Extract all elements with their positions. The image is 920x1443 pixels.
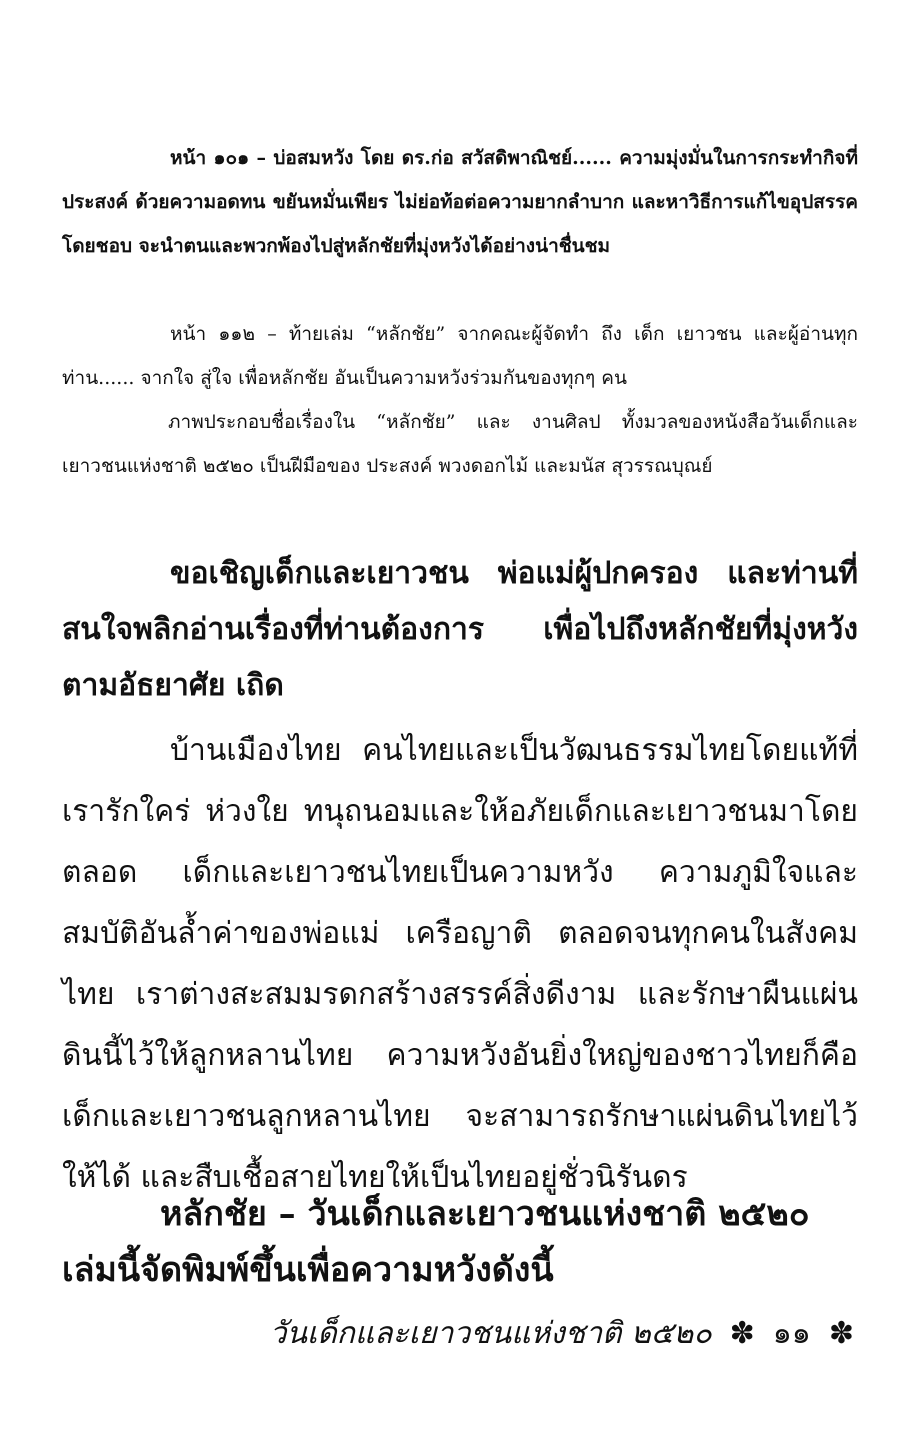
- flower-ornament-icon: ✽: [729, 1315, 755, 1351]
- flower-ornament-icon: ✽: [828, 1315, 854, 1351]
- footer-title: วันเด็กและเยาวชนแห่งชาติ ๒๕๒๐: [269, 1316, 712, 1351]
- closing-heading: [62, 1186, 858, 1298]
- page-footer: [270, 1310, 854, 1357]
- paragraph-page-101: หน้า ๑๐๑ – บ่อสมหวัง โดย ดร.ก่อ สวัสดิพาณิชย์...... ความมุ่งมั่นในการกระทำกิจที่ประสงค์ ด้วยความอดทน ขยันหมั่นเพียร ไม่ย่อท้อต่อความยากลำบาก และหาวิธีการแก้ไขอุปสรรคโดยชอบ จะนำตนและพวกพ้องไปสู่หลักชัยที่มุ่งหวังได้อย่างน่าชื่นชม: [62, 147, 858, 257]
- closing-line-1: หลักชัย – วันเด็กและเยาวชนแห่งชาติ ๒๕๒๐: [160, 1194, 810, 1234]
- page-number: ๑๑: [772, 1316, 811, 1351]
- paragraph-page-112: หน้า ๑๑๒ – ท้ายเล่ม “หลักชัย” จากคณะผู้จัดทำ ถึง เด็ก เยาวชน และผู้อ่านทุกท่าน...... จากใจ สู่ใจ เพื่อหลักชัย อันเป็นความหวังร่วมกันของทุกๆ คน: [62, 323, 858, 389]
- paragraph-illustration-credits: ภาพประกอบชื่อเรื่องใน “หลักชัย” และ งานศิลป ทั้งมวลของหนังสือวันเด็กและเยาวชนแห่งชาติ ๒๕๒๐ เป็นฝีมือของ ประสงค์ พวงดอกไม้ และมนัส สุวรรณบุณย์: [62, 411, 858, 477]
- invitation-paragraph: ขอเชิญเด็กและเยาวชน พ่อแม่ผู้ปกครอง และท่านที่สนใจพลิกอ่านเรื่องที่ท่านต้องการ เพื่อไปถึงหลักชัยที่มุ่งหวังตามอัธยาศัย เถิด: [62, 556, 858, 703]
- closing-line-2: เล่มนี้จัดพิมพ์ขึ้นเพื่อความหวังดังนี้: [62, 1250, 554, 1290]
- body-paragraph: บ้านเมืองไทย คนไทยและเป็นวัฒนธรรมไทยโดยแท้ที่เรารักใคร่ ห่วงใย ทนุถนอมและให้อภัยเด็กและเยาวชนมาโดยตลอด เด็กและเยาวชนไทยเป็นความหวัง ความภูมิใจและสมบัติอันล้ำค่าของพ่อแม่ เครือญาติ ตลอดจนทุกคนในสังคมไทย เราต่างสะสมมรดกสร้างสรรค์สิ่งดีงาม และรักษาผืนแผ่นดินนี้ไว้ให้ลูกหลานไทย ความหวังอันยิ่งใหญ่ของชาวไทยก็คือ เด็กและเยาวชนลูกหลานไทย จะสามารถรักษาแผ่นดินไทยไว้ให้ได้ และสืบเชื้อสายไทยให้เป็นไทยอยู่ชั่วนิรันดร: [62, 733, 858, 1195]
